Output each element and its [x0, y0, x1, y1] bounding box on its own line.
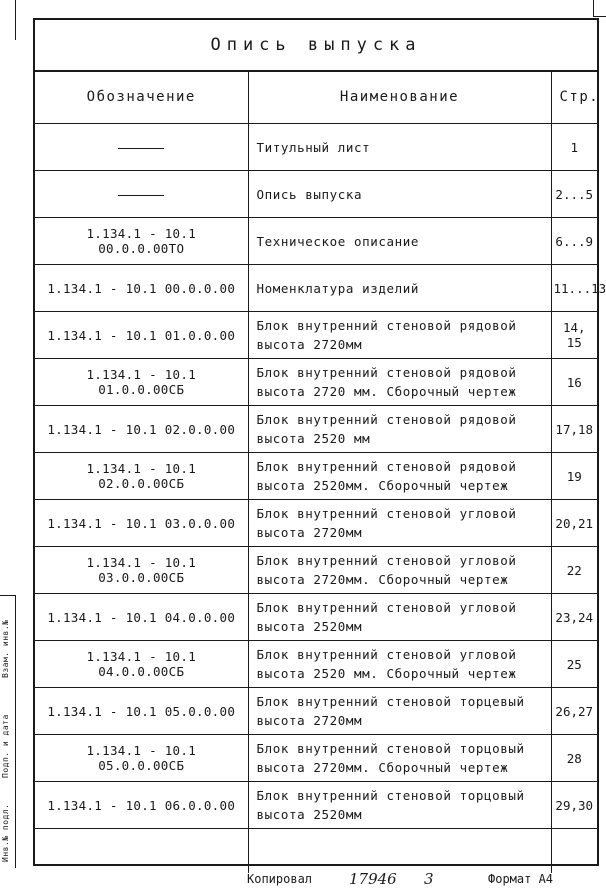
cell-designation	[35, 171, 248, 218]
cell-name: Блок внутренний стеновой рядовой высота 2520 мм	[248, 406, 551, 453]
cell-designation: 1.134.1 - 10.1 05.0.0.00СБ	[35, 735, 248, 782]
side-stamp-strip	[0, 595, 16, 868]
cell-name: Техническое описание	[248, 218, 551, 265]
cell-name: Номенклатура изделий	[248, 265, 551, 312]
cell-page: 6...9	[551, 218, 597, 265]
cell-name: Блок внутренний стеновой угловой высота 2720мм	[248, 500, 551, 547]
cell-designation	[35, 829, 248, 874]
table-row	[35, 829, 597, 874]
cell-name: Опись выпуска	[248, 171, 551, 218]
cell-page: 19	[551, 453, 597, 500]
issue-list-table	[35, 70, 606, 873]
cell-page: 16	[551, 359, 597, 406]
table-row	[35, 641, 597, 688]
sheet-number-box	[593, 0, 606, 17]
cell-designation: 1.134.1 - 10.1 04.0.0.00СБ	[35, 641, 248, 688]
table-row	[35, 735, 597, 782]
header-name: Наименование	[248, 71, 551, 124]
cell-name: Блок внутренний стеновой рядовой высота 2720мм	[248, 312, 551, 359]
cell-designation: 1.134.1 - 10.1 01.0.0.00	[35, 312, 248, 359]
table-row	[35, 265, 597, 312]
cell-page: 11...13	[551, 265, 597, 312]
cell-designation: 1.134.1 - 10.1 00.0.0.00ТО	[35, 218, 248, 265]
cell-designation: 1.134.1 - 10.1 06.0.0.00	[35, 782, 248, 829]
cell-page: 26,27	[551, 688, 597, 735]
dash-mark	[118, 148, 164, 149]
footer-copied-label: Копировал	[247, 872, 313, 886]
table-row	[35, 406, 597, 453]
table-row	[35, 171, 597, 218]
table-row	[35, 782, 597, 829]
table-row	[35, 688, 597, 735]
page-title: Опись выпуска	[35, 20, 597, 72]
cell-name: Титульный лист	[248, 124, 551, 171]
cell-page: 14, 15	[551, 312, 597, 359]
cell-name: Блок внутренний стеновой угловой высота 2520мм	[248, 594, 551, 641]
header-page: Стр.	[551, 71, 597, 124]
cell-name: Блок внутренний стеновой рядовой высота 2520мм. Сборочный чертеж	[248, 453, 551, 500]
cell-designation: 1.134.1 - 10.1 05.0.0.00	[35, 688, 248, 735]
cell-page	[551, 829, 597, 874]
document-sheet	[33, 18, 606, 866]
cell-page: 2...5	[551, 171, 597, 218]
footer-format: Формат А4	[488, 872, 554, 886]
cell-name: Блок внутренний стеновой торцовый высота 2720мм. Сборочный чертеж	[248, 735, 551, 782]
dash-mark	[118, 195, 164, 196]
table-row	[35, 547, 597, 594]
side-label-signature-date: Подп. и дата	[1, 714, 10, 778]
table-row	[35, 500, 597, 547]
table-row	[35, 594, 597, 641]
cell-designation: 1.134.1 - 10.1 00.0.0.00	[35, 265, 248, 312]
table-row	[35, 453, 597, 500]
table-header-row	[35, 71, 597, 124]
cell-name: Блок внутренний стеновой рядовой высота 2720 мм. Сборочный чертеж	[248, 359, 551, 406]
cell-page: 28	[551, 735, 597, 782]
cell-name: Блок внутренний стеновой торцовый высота 2520мм	[248, 782, 551, 829]
margin-frame-top	[0, 0, 16, 40]
cell-name: Блок внутренний стеновой угловой высота 2720мм. Сборочный чертеж	[248, 547, 551, 594]
cell-designation: 1.134.1 - 10.1 04.0.0.00	[35, 594, 248, 641]
table-row	[35, 124, 597, 171]
cell-name: Блок внутренний стеновой торцевый высота 2720мм	[248, 688, 551, 735]
table-row	[35, 218, 597, 265]
cell-name: Блок внутренний стеновой угловой высота 2520 мм. Сборочный чертеж	[248, 641, 551, 688]
cell-page: 25	[551, 641, 597, 688]
side-label-replace-inv: Взам. инв.№	[1, 619, 10, 678]
footer-number: 17946	[349, 870, 397, 888]
table-row	[35, 312, 597, 359]
side-label-original-inv: Инв.№ подл.	[1, 803, 10, 862]
cell-name	[248, 829, 551, 874]
footer-sheet: 3	[424, 870, 434, 888]
cell-designation: 1.134.1 - 10.1 02.0.0.00	[35, 406, 248, 453]
cell-designation: 1.134.1 - 10.1 02.0.0.00СБ	[35, 453, 248, 500]
cell-designation: 1.134.1 - 10.1 03.0.0.00СБ	[35, 547, 248, 594]
cell-page: 20,21	[551, 500, 597, 547]
cell-page: 17,18	[551, 406, 597, 453]
cell-designation	[35, 124, 248, 171]
cell-designation: 1.134.1 - 10.1 03.0.0.00	[35, 500, 248, 547]
cell-page: 22	[551, 547, 597, 594]
cell-page: 1	[551, 124, 597, 171]
cell-designation: 1.134.1 - 10.1 01.0.0.00СБ	[35, 359, 248, 406]
cell-page: 23,24	[551, 594, 597, 641]
cell-page: 29,30	[551, 782, 597, 829]
table-row	[35, 359, 597, 406]
header-designation: Обозначение	[35, 71, 248, 124]
